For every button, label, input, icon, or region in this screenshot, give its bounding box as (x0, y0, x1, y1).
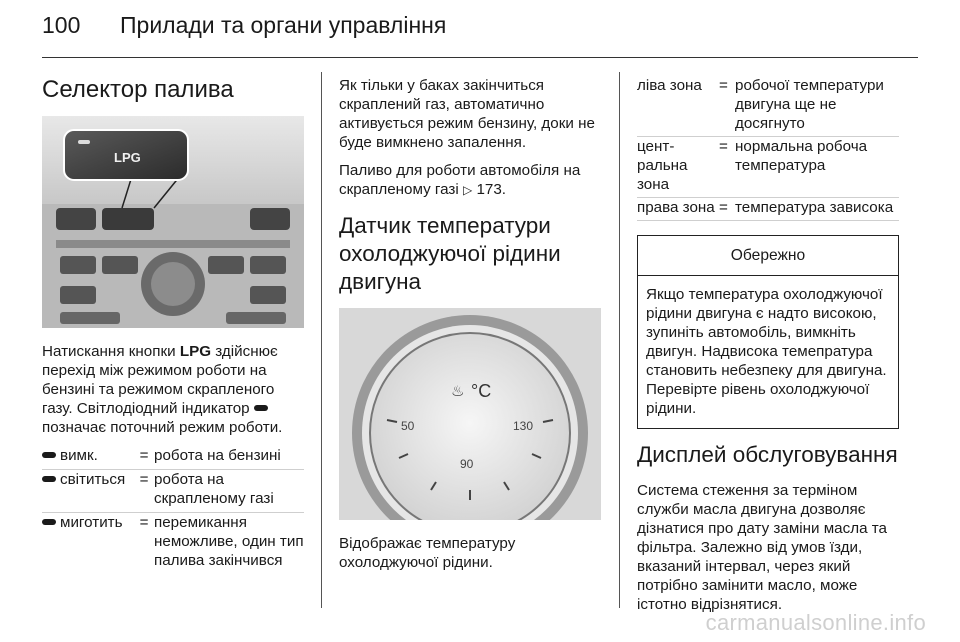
gauge-caption: Відображає температуру охолоджуючої рідини. (339, 535, 516, 571)
column-divider (321, 72, 322, 608)
page-header (42, 12, 446, 39)
page-title: Прилади та органи управління (120, 12, 447, 38)
lpg-button-photo (42, 116, 304, 328)
led-dash-icon (42, 452, 56, 458)
lpg-fuel-reference: Паливо для роботи автомобіля на скрапленому газі ▷ 173. (339, 162, 581, 198)
photo-lpg-label: LPG (114, 150, 141, 165)
led-dash-icon (42, 519, 56, 525)
watermark: carmanualsonline.info (705, 610, 926, 635)
gauge-tick-label: 90 (460, 457, 474, 471)
table-row: вимк. = робота на бензині (42, 446, 304, 470)
fuel-selector-description: Натискання кнопки LPG здійснює перехід між режимом роботи на бензині та режимом скрапленого газу. Світлодіодний індикатор позначає поточний режим роботи. (42, 343, 283, 436)
section-heading-service-display: Дисплей обслуговування (637, 442, 898, 467)
column-2 (339, 76, 601, 581)
led-dash-icon (42, 476, 56, 482)
service-display-paragraph: Система стеження за терміном служби масла двигуна дозволяє дізнатися про дату заміни масла та фільтра. Залежно від умов їзди, вказаний інтервал, через який потрібно замінити масло, може істотно відрізнятися. (637, 482, 887, 613)
page-number: 100 (42, 12, 81, 38)
coolant-gauge-photo (339, 308, 601, 520)
led-state-table (42, 446, 304, 574)
gauge-zone-table (637, 76, 899, 221)
column-1 (42, 72, 304, 574)
header-rule (42, 57, 918, 58)
coolant-temperature-icon: ♨ (451, 382, 465, 400)
gauge-tick-label: 130 (513, 419, 534, 433)
column-divider (619, 72, 620, 608)
section-heading-coolant-temperature: Датчик температури охолоджуючої рідини двигуна (339, 213, 561, 294)
page-ref-arrow-icon: ▷ (462, 183, 473, 197)
table-row: права зона = температура зависока (637, 198, 899, 221)
page-reference[interactable]: 173 (476, 181, 502, 198)
table-row: світиться = робота на скрапленому газі (42, 470, 304, 513)
gauge-tick-label: 50 (401, 419, 415, 433)
section-heading-fuel-selector: Селектор палива (42, 76, 234, 103)
led-dash-icon (254, 405, 268, 411)
table-row: миготить = перемикання неможливе, один тип палива закінчився (42, 513, 304, 575)
warning-box (637, 235, 899, 429)
lpg-empty-paragraph: Як тільки у баках закінчиться скраплений газ, автоматично активується режим бензину, доки не буде вимкнено запалення. (339, 77, 595, 151)
table-row: цент-ральна зона = нормальна робоча температура (637, 137, 899, 198)
warning-title: Обережно (638, 236, 898, 276)
warning-body: Якщо температура охолоджуючої рідини двигуна є надто високою, зупиніть автомобіль, вимкніть двигун. Надвисока темепратура становить небезпеку для двигуна. Перевірте рівень охолоджуючої рідини. (646, 286, 887, 417)
table-row: ліва зона = робочої температури двигуна ще не досягнуто (637, 76, 899, 137)
gauge-unit-label: °C (471, 381, 492, 401)
column-3 (637, 76, 899, 623)
